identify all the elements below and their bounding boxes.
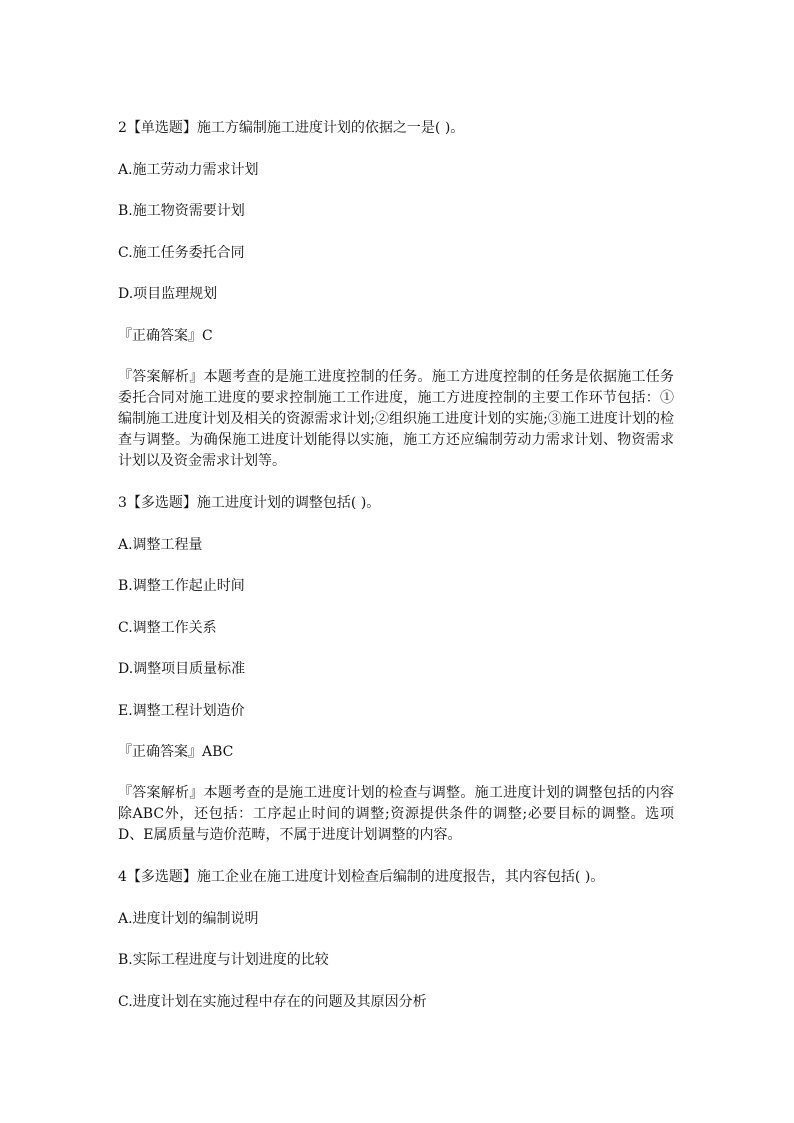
question-3-stem: 3【多选题】施工进度计划的调整包括( )。 [118,495,381,511]
question-3-option-e: E.调整工程计划造价 [118,703,245,719]
question-2-option-a: A.施工劳动力需求计划 [118,162,259,178]
question-3-analysis: 『答案解析』本题考查的是施工进度计划的检查与调整。施工进度计划的调整包括的内容除ABC外，还包括：工序起止时间的调整;资源提供条件的调整;必要目标的调整。选项D、E属质量与造价范畴，不属于进度计划调整的内容。 [118,785,674,843]
question-3-option-a: A.调整工程量 [118,537,203,553]
question-3-option-d: D.调整项目质量标准 [118,661,246,677]
question-4-option-b: B.实际工程进度与计划进度的比较 [118,952,329,968]
question-2-analysis: 『答案解析』本题考查的是施工进度控制的任务。施工方进度控制的任务是依据施工任务委托合同对施工进度的要求控制施工工作进度，施工方进度控制的主要工作环节包括：①编制施工进度计划及相关的资源需求计划;②组织施工进度计划的实施;③施工进度计划的检查与调整。为确保施工进度计划能得以实施，施工方还应编制劳动力需求计划、物资需求计划以及资金需求计划等。 [118,369,674,469]
question-4-stem: 4【多选题】施工企业在施工进度计划检查后编制的进度报告，其内容包括( )。 [118,869,605,885]
question-3-option-c: C.调整工作关系 [118,620,217,636]
question-2-answer: 『正确答案』C [118,328,213,344]
question-4-option-c: C.进度计划在实施过程中存在的问题及其原因分析 [118,994,427,1010]
question-3-option-b: B.调整工作起止时间 [118,578,245,594]
question-2-stem: 2【单选题】施工方编制施工进度计划的依据之一是( )。 [118,120,465,136]
question-2-option-b: B.施工物资需要计划 [118,203,245,219]
question-4-option-a: A.进度计划的编制说明 [118,911,259,927]
question-2-option-d: D.项目监理规划 [118,286,218,302]
question-2-option-c: C.施工任务委托合同 [118,245,245,261]
question-3-answer: 『正确答案』ABC [118,744,234,760]
